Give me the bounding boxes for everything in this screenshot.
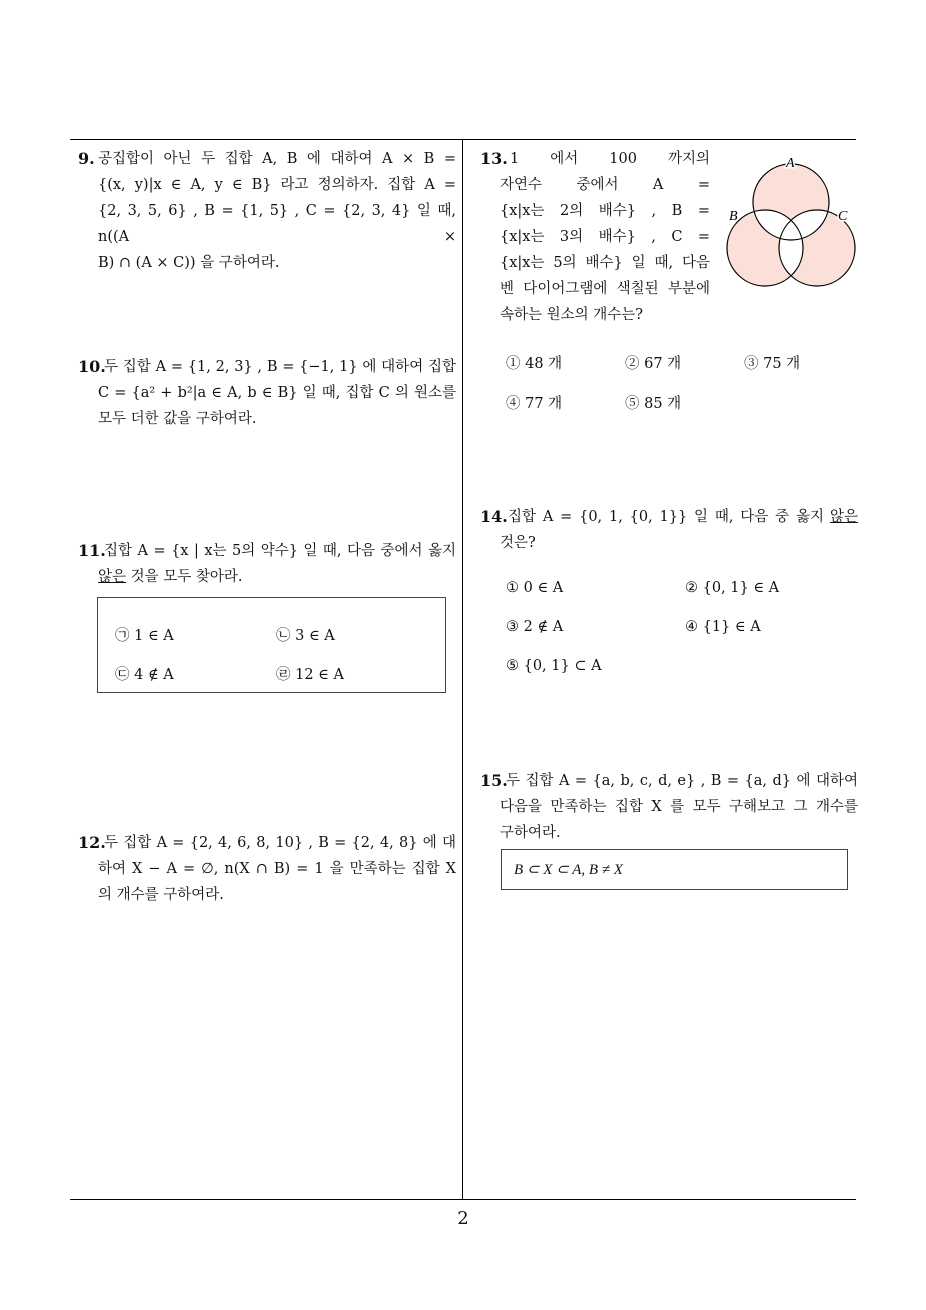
problem-text-line: 것은? <box>500 535 536 551</box>
page-number: 2 <box>457 1208 469 1229</box>
problem-number: 12. <box>78 833 106 852</box>
top-rule <box>70 139 856 140</box>
choice-item: ㉠ 1 ∈ A <box>115 628 174 644</box>
problem-text-line: 두 집합 A = {1, 2, 3} , B = {−1, 1} 에 대하여 집합 <box>104 359 456 375</box>
choice-item: ③ 2 ∉ A <box>506 619 564 635</box>
problem-11 <box>78 538 456 590</box>
problem-text-line: C = {a² + b²|a ∈ A, b ∈ B} 일 때, 집합 C 의 원소를 <box>98 385 456 401</box>
problem-15 <box>480 768 858 846</box>
underlined-word: 않은 <box>829 509 858 525</box>
venn-label-c: C <box>838 209 848 224</box>
venn-label-a: A <box>786 156 795 171</box>
problem-13 <box>480 146 710 328</box>
venn-label-b: B <box>729 209 738 224</box>
problem-number: 11. <box>78 541 106 560</box>
choice-item: ① 0 ∈ A <box>506 580 564 596</box>
problem-text-line: 하여 X − A = ∅, n(X ∩ B) = 1 을 만족하는 집합 X <box>98 861 456 877</box>
problem-text-line: 두 집합 A = {a, b, c, d, e} , B = {a, d} 에 대하여 <box>506 773 858 789</box>
problem-number: 15. <box>480 771 508 790</box>
choice-item: ④ 77 개 <box>506 396 563 412</box>
underlined-word: 않은 <box>98 569 127 585</box>
problem-text-line: 벤 다이어그램에 색칠된 부분에 <box>500 281 710 297</box>
condition-box <box>501 849 848 890</box>
choice-item: ⑤ {0, 1} ⊂ A <box>506 658 602 674</box>
problem-text-line: 모두 더한 값을 구하여라. <box>98 411 257 427</box>
problem-text-line: 자연수 중에서 A = <box>500 177 710 193</box>
choice-item: ② {0, 1} ∈ A <box>685 580 780 596</box>
problem-number: 10. <box>78 357 106 376</box>
problem-text-line: 다음을 만족하는 집합 X 를 모두 구해보고 그 개수를 <box>500 799 858 815</box>
choice-item: ② 67 개 <box>625 356 682 372</box>
choices-box <box>97 597 446 693</box>
problem-text-line: 집합 A = {0, 1, {0, 1}} 일 때, 다음 중 옳지 <box>508 509 824 525</box>
problem-9 <box>78 146 456 276</box>
problem-number: 13. <box>480 149 508 168</box>
choice-item: ㉢ 4 ∉ A <box>115 667 174 683</box>
choice-item: ㉡ 3 ∈ A <box>276 628 335 644</box>
problem-text-line: {x|x는 2의 배수} , B = <box>500 203 710 219</box>
problem-number: 9. <box>78 149 95 168</box>
problem-text-line: 집합 A = {x | x는 5의 약수} 일 때, 다음 중에서 옳지 <box>104 543 456 559</box>
choice-item: ㉣ 12 ∈ A <box>276 667 344 683</box>
condition-text: B ⊂ X ⊂ A, B ≠ X <box>514 862 623 878</box>
choice-item: ⑤ 85 개 <box>625 396 682 412</box>
problem-14 <box>480 504 858 556</box>
problem-text-line: 속하는 원소의 개수는? <box>500 307 644 323</box>
choice-item: ① 48 개 <box>506 356 563 372</box>
choice-item: ③ 75 개 <box>744 356 801 372</box>
problem-text-line: 것을 모두 찾아라. <box>130 569 243 585</box>
problem-text-line: 공집합이 아닌 두 집합 A, B 에 대하여 A × B = <box>98 151 456 167</box>
venn-diagram <box>720 150 862 292</box>
problem-number: 14. <box>480 507 508 526</box>
problem-10 <box>78 354 456 432</box>
problem-text-line: {x|x는 3의 배수} , C = <box>500 229 710 245</box>
problem-text-line: {2, 3, 5, 6} , B = {1, 5} , C = {2, 3, 4} 일 때, n((A × <box>98 203 456 245</box>
problem-text-line: B) ∩ (A × C)) 을 구하여라. <box>98 255 280 271</box>
bottom-rule <box>70 1199 856 1200</box>
problem-text-line: 의 개수를 구하여라. <box>98 887 224 903</box>
problem-12 <box>78 830 456 908</box>
problem-text-line: 1 에서 100 까지의 <box>510 151 710 167</box>
problem-text-line: 두 집합 A = {2, 4, 6, 8, 10} , B = {2, 4, 8} 에 대 <box>104 835 456 851</box>
problem-text-line: {(x, y)|x ∈ A, y ∈ B} 라고 정의하자. 집합 A = <box>98 177 456 193</box>
problem-text-line: {x|x는 5의 배수} 일 때, 다음 <box>500 255 710 271</box>
choice-item: ④ {1} ∈ A <box>685 619 761 635</box>
column-divider <box>462 139 463 1200</box>
problem-text-line: 구하여라. <box>500 825 561 841</box>
